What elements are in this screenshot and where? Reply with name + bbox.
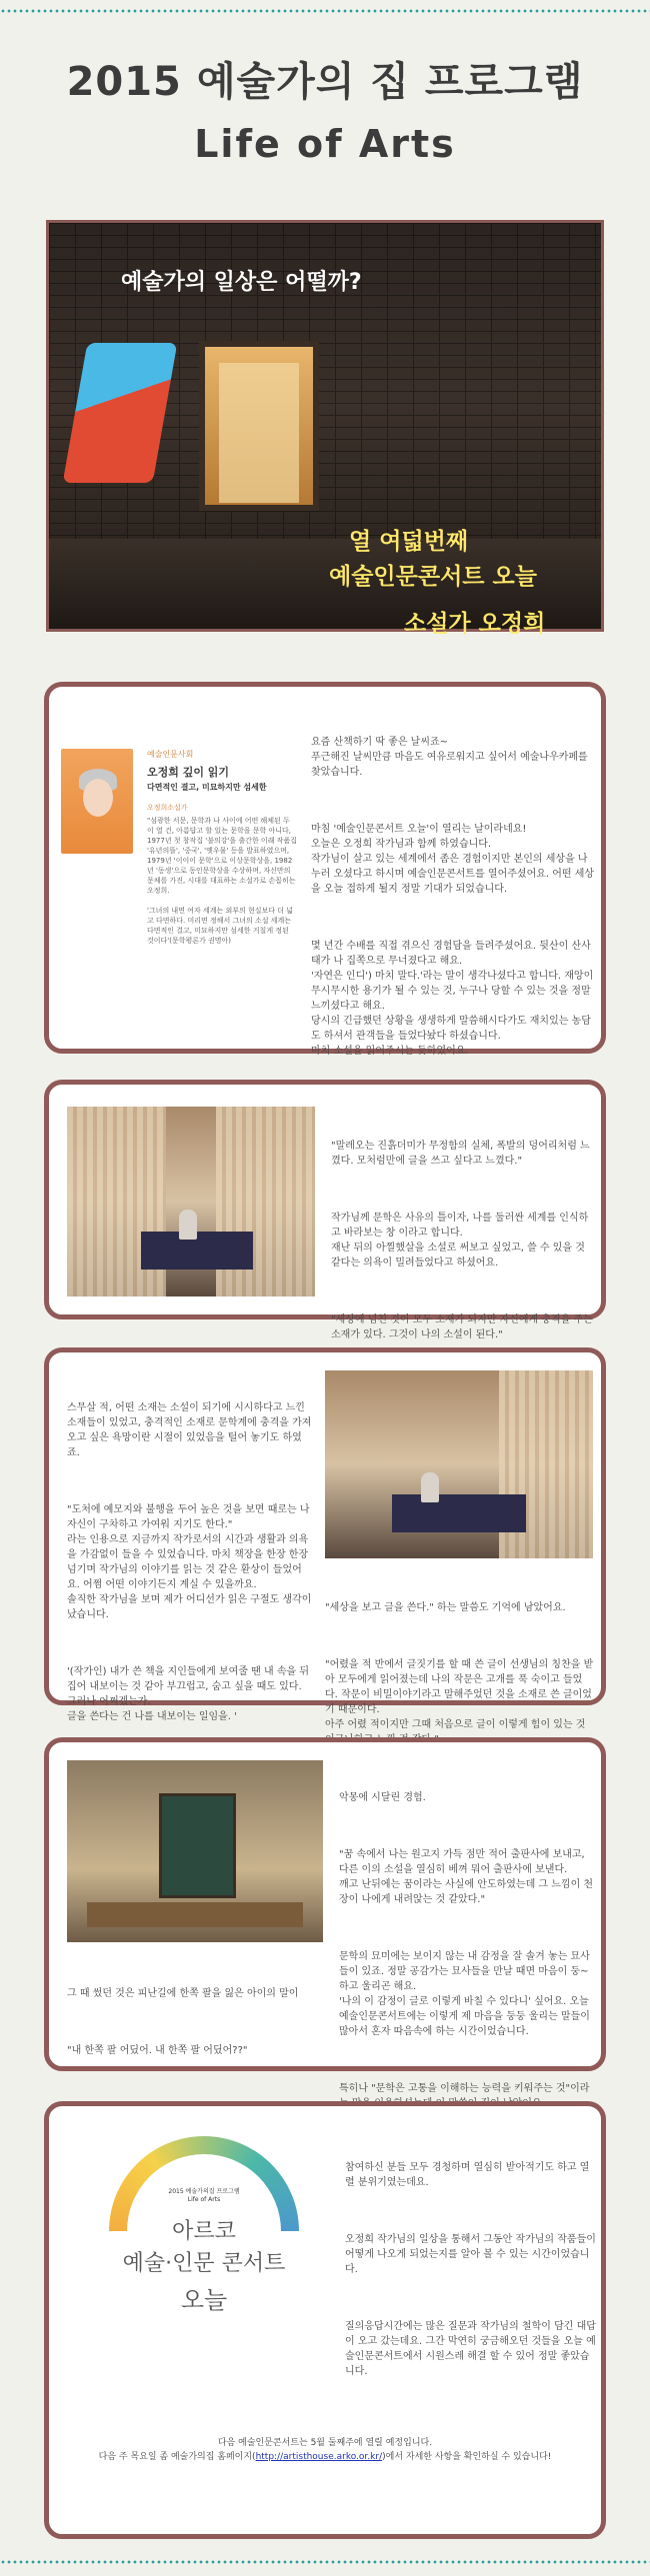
paragraph: "도처에 예모지와 불행을 두어 높은 것을 보면 때로는 나 자신이 구차하고 가여워 지기도 한다." 라는 인용으로 지금까지 작가로서의 시간과 생활과 의욕을 가감없이 들을 수 있었습니다. 마치 책장을 한장 한장 넘기며 작가님의 이야기를 읽는 것 같은 환상이 들었어요. 어쩜 어떤 이야기든지 계실 수 있을까요. 솔직한 작가님을 보며 제가 어디선가 읽은 구절도 생각이 났습니다.	[67, 1504, 312, 1620]
paragraph: "어렸을 적 반에서 글짓기를 할 때 쓴 글이 선생님의 칭찬을 받아 모두에게 읽어졌는데 나의 작문은 고개를 푹 숙이고 들었다. 작문이 비밀이야기라고 말해주었던 것을 소재로 쓴 글이었기 때문이다. 아주 어렸 적이지만 그때 처음으로 글이 이렇게 힘이 있는 것	[325, 1659, 594, 1730]
lecture-photo	[67, 1107, 315, 1296]
paragraph: 그 때 썼던 것은 피난길에 한쪽 팔을 잃은 아이의 말이	[67, 1988, 299, 1999]
speaker-figure	[421, 1472, 439, 1502]
bottom-dotted-border	[0, 2559, 650, 2565]
paragraph: 스무살 적, 어떤 소재는 소설이 되기에 시시하다고 느낀 소재들이 있었고, 충격적인 소재로 문학계에 충격을 가져오고 싶은 욕망이란 시절이 있었음을 털어 놓기도 하였죠.	[67, 1402, 312, 1458]
poster-small-2: Life of Arts	[187, 2196, 221, 2203]
paragraph: 마침 '예술인문콘서트 오늘'이 열리는 날이라네요! 오늘은 오정희 작가님과 함께 하였습니다. 작가님이 살고 있는 세계에서 좀은 경험이지만 본인의 세상을 나누러 오셨다고 하시며 예술인문콘서트를 열어주셨어요. 어떤 세상을 오늘 접하게 될지 정말 기대가 되었습니다.	[311, 824, 595, 895]
doorway-light	[219, 363, 299, 503]
paragraph: "꿈 속에서 나는 원고지 가득 점만 적어 출판사에 보내고, 다른 이의 소설을 열심히 베껴 뭐어 출판사에 보낸다. 깨고 난뒤에는 꿈이라는 사실에 안도하였는데 그 느낌이 천장이 나에게 내려앉는 것 같았다."	[339, 1849, 594, 1905]
story-text-left	[67, 1370, 312, 1766]
window	[159, 1793, 236, 1899]
footer-line-2b: )에서 자세한 사항을 확인하실 수 있습니다!	[382, 2452, 552, 2462]
room-photo	[67, 1760, 323, 1942]
footer-line-2	[44, 2450, 606, 2464]
top-dotted-border	[0, 8, 650, 14]
paragraph: 요즘 산책하기 딱 좋은 날씨죠~ 푸근해진 날씨만큼 마음도 여유로워지고 싶어서 예술나우카페를 찾았습니다.	[311, 737, 588, 778]
profile-heading: 예술인문사회	[147, 750, 194, 759]
nightmare-text-right	[339, 1760, 597, 2153]
card-closing	[44, 2101, 606, 2539]
concert-poster	[79, 2136, 329, 2356]
card-nightmare	[44, 1737, 606, 2094]
hero-image	[46, 220, 604, 637]
footer-line-1: 다음 예술인문콘서트는 5월 둘째주에 열릴 예정입니다.	[217, 2438, 433, 2448]
desk	[392, 1494, 526, 1532]
paragraph: 오정희 작가님의 일상을 통해서 그동안 작가님의 작품들이 어떻게 나오게 되었는지를 알아 볼 수 있는 시간이었습니다.	[345, 2234, 600, 2275]
footer-note	[44, 2436, 606, 2464]
profile-box	[61, 727, 297, 1027]
page-subtitle: Life of Arts	[194, 122, 456, 166]
paragraph: 참여하신 분들 모두 경청하며 열심히 받아적기도 하고 열렬 분위기였는데요.	[345, 2162, 590, 2188]
poster-small-1: 2015 예술가의집 프로그램	[168, 2188, 240, 2195]
profile-desc: "섬광한 서문, 문학과 나 사이에 어떤 해체된 두 이 열 건, 아름답고 할 있는 문학을 문학 아니다, 1977년 첫 창작집 '불의강'을 출간한 이래 작품집 '유년의뜰', '중국', '옛우물' 등을 발표하였으며, 1979년 '이이이 문학'으로 이상문학상을, 1982년 '동생'으로 동인문학상을 수상하며, 자신만의 문체를 가진, 시대를 대표하는 소설가로 손꼽히는 오정희. '그녀의 내면 여자 세계는 외부의 현실보다 더 넓고 다면하다. 미리면 정해서 그녀의 소설 세계는 다면적인 결고, 미묘하지만 섬세한 거칠게 정된 것이다'(문학평론가 권명아)	[147, 817, 297, 945]
story-photo	[325, 1370, 593, 1558]
hero-line-2: 예술인문콘서트 오늘	[329, 564, 537, 590]
bench	[87, 1902, 302, 1927]
portrait-face	[83, 779, 113, 817]
card-story	[44, 1347, 606, 1730]
desk	[141, 1232, 253, 1270]
footer-line-2a: 다음 주 목요일 좀 예술가의집 홈페이지(	[98, 2452, 256, 2462]
paragraph: 특히나 "문학은 고통을 이해하는 능력을 키워주는 것"이라	[339, 2083, 590, 2094]
card-lecture	[44, 1080, 606, 1340]
paragraph: 몇 년간 수배를 직접 겪으신 경험담을 들려주셨어요. 뒷산이 산사태가 나 집쪽으로 무너졌다고 해요. '자연은 인디') 마치 말다.'라는 말이 생각나셨다고 합니다. 재앙이 무시무시한 용기가 될 수 있는 것, 누구나 당할 수 있는 것을 정말 느끼셨다고 해요. 당시의 긴급했던 상황을 생생하게 말씀해시다가도 재치있는 농담도 하셔서 관객들을 들었다놨다 하셨습니다. 마치 소설을 읽어주시는 듯하였어요.	[311, 941, 594, 1057]
paragraph: "내 한쪽 팔 어딨어. 내 한쪽 팔 어딨어??"	[67, 2045, 248, 2056]
paragraph: 문학의 묘미에는 보이지 않는 내 감정을 잘 솔겨 놓는 묘사들이 있죠. 정말 공감가는 묘사들을 만날 때면 마음이 둥~하고 울리곤 해요. '나의 이 감정이 글로 이렇게 바칠 수 있다니' 싶어요. 오늘 예술인문콘서트에는 이렇게 제 마음을 둥둥 울리는 말들이 많아서 혼자 따음속에 하는 시간이었습니다.	[339, 1951, 590, 2037]
paragraph: "말레오는 진흙더미가 무정함의 실체, 폭발의 덩어리처럼 느꼈다. 모처럼만에 글을 쓰고 싶다고 느꼈다."	[331, 1141, 590, 1167]
poster-big-2: 예술·인문 콘서트	[122, 2251, 286, 2276]
speaker-figure	[179, 1210, 197, 1240]
homepage-link[interactable]: http://artisthouse.arko.or.kr/	[255, 2452, 383, 2462]
hero-line-1: 열 여덟번째	[349, 529, 469, 555]
paragraph: 질의응답시간에는 많은 질문과 작가님의 철학이 담긴 대답이 오고 갔는데요. 그간 막연히 궁금해오던 것들을 오늘 예술인문콘서트에서 시원스레 해결 할 수 있어 정말 좋았습니다.	[345, 2321, 596, 2377]
hero-question: 예술가의 일상은 어떨까?	[121, 270, 362, 295]
paragraph: '(작가인) 내가 쓴 책을 지인들에게 보여줄 땐 내 속을 뒤집어 내보이는 것 같아 부끄럽고, 숨고 싶을 때도 있다. 그러나 어쩌겠는가. 글을 쓴다는 건 나를 내보이는 일임을. '	[67, 1666, 310, 1722]
paragraph: 악몽에 시달린 경험.	[339, 1792, 426, 1803]
lecture-text	[331, 1109, 596, 1384]
profile-sub: 다면적인 결고, 미묘하지만 섬세한	[147, 783, 267, 792]
poster-big-1: 아르코	[172, 2219, 236, 2244]
poster-big-3: 오늘	[180, 2286, 228, 2314]
paragraph: "세상에 넘친 것이 모두 소재가 되지만 자신에게 충격을 주는 소재가 있다. 그것이 나의 소설이 된다."	[331, 1314, 597, 1340]
author-portrait	[61, 749, 133, 854]
closing-text	[345, 2130, 600, 2421]
intro-text	[311, 705, 596, 1101]
page-title: 2015 예술가의 집 프로그램	[66, 59, 584, 105]
card-intro	[44, 682, 606, 1057]
profile-name: 오정희 깊이 읽기	[147, 766, 230, 779]
paragraph: "세상을 보고 글을 쓴다." 하는 말씀도 기억에 남았어요.	[325, 1602, 566, 1613]
hero-line-3: 소설가 오정희	[404, 611, 546, 637]
profile-label: 오정희소설가	[147, 804, 188, 812]
paragraph: 작가님께 문학은 사유의 틀이자, 나를 둘러싼 세계를 인식하고 바라보는 창 이라고 합니다. 재난 뒤의 아찔했살을 소설로 써보고 싶었고, 쓸 수 있을 것 같다는 의욕이 밀려들었다고 하셨어요.	[331, 1213, 589, 1269]
